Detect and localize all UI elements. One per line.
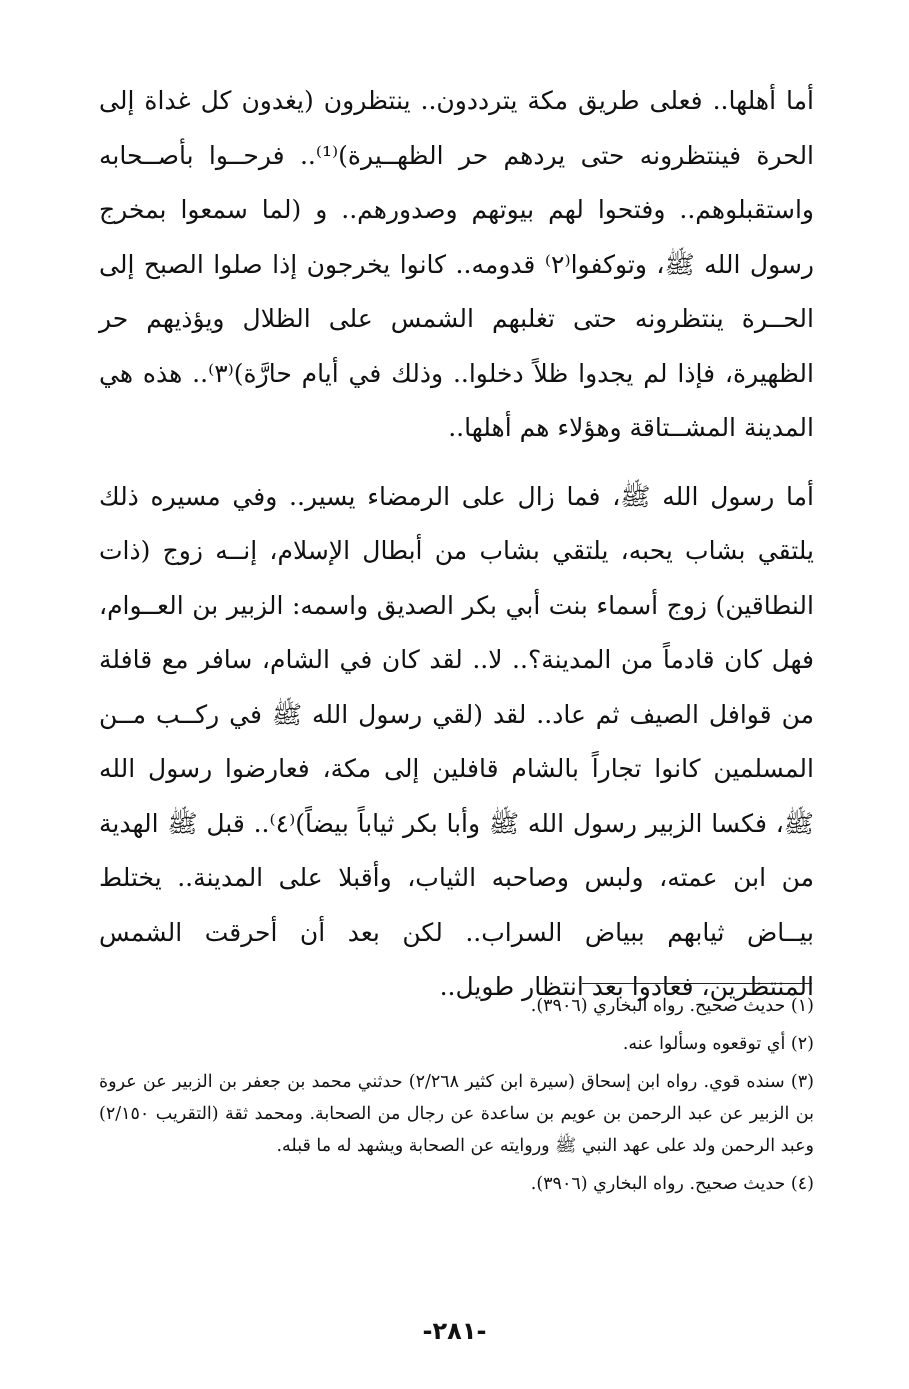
page-number: -٢٨١-: [422, 1317, 487, 1345]
paragraph-2: أما رسول الله ﷺ، فما زال على الرمضاء يسير.. وفي مسيره ذلك يلتقي بشاب يحبه، يلتقي بشاب من أبطال الإسلام، إنــه زوج (ذات النطاقين) زوج أسماء بنت أبي بكر الصديق واسمه: الزبير بن العــوام، فهل كان قادماً من المدينة؟.. لا.. لقد كان في الشام، سافر مع قافلة من قوافل الصيف ثم عاد.. لقد (لقي رسول الله ﷺ في ركــب مــن المسلمين كانوا تجاراً بالشام قافلين إلى مكة، فعارضوا رسول الله ﷺ، فكسا الزبير رسول الله ﷺ وأبا بكر ثياباً بيضاً)⁽٤⁾.. قبل ﷺ الهدية من ابن عمته، ولبس وصاحبه الثياب، وأقبلا على المدينة.. يختلط بيــاض ثيابهم ببياض السراب.. لكن بعد أن أحرقت الشمس المنتظرين، فعادوا بعد انتظار طويل..: [99, 481, 815, 1001]
footnote-1: (١) حديث صحيح. رواه البخاري (٣٩٠٦).: [530, 996, 814, 1016]
footnote-2: (٢) أي توقعوه وسألوا عنه.: [622, 1034, 814, 1054]
main-text: [99, 74, 814, 1015]
footnote-3: (٣) سنده قوي. رواه ابن إسحاق (سيرة ابن كثير ٢/٢٦٨) حدثني محمد بن جعفر بن الزبير عن عروة بن الزبير عن عبد الرحمن بن عويم بن ساعدة عن رجال من الصحابة. ومحمد ثقة (التقريب ٢/١٥٠) وعبد الرحمن ولد على عهد النبي ﷺ وروايته عن الصحابة ويشهد له ما قبله.: [99, 1072, 814, 1156]
paragraph-1: أما أهلها.. فعلى طريق مكة يترددون.. ينتظرون (يغدون كل غداة إلى الحرة فينتظرونه حتى يردهم حر الظهــيرة)⁽¹⁾.. فرحــوا بأصــحابه واستقبلوهم.. وفتحوا لهم بيوتهم وصدورهم.. و (لما سمعوا بمخرج رسول الله ﷺ، وتوكفوا⁽٢⁾ قدومه.. كانوا يخرجون إذا صلوا الصبح إلى الحــرة ينتظرونه حتى تغلبهم الشمس على الظلال ويؤذيهم حر الظهيرة، فإذا لم يجدوا ظلاً دخلوا.. وذلك في أيام حارَّة)⁽٣⁾.. هذه هي المدينة المشــتاقة وهؤلاء هم أهلها..: [99, 86, 815, 442]
footnote-4: (٤) حديث صحيح. رواه البخاري (٣٩٠٦).: [530, 1174, 814, 1194]
footnote-separator: [582, 983, 812, 984]
footnotes: [99, 990, 814, 1200]
